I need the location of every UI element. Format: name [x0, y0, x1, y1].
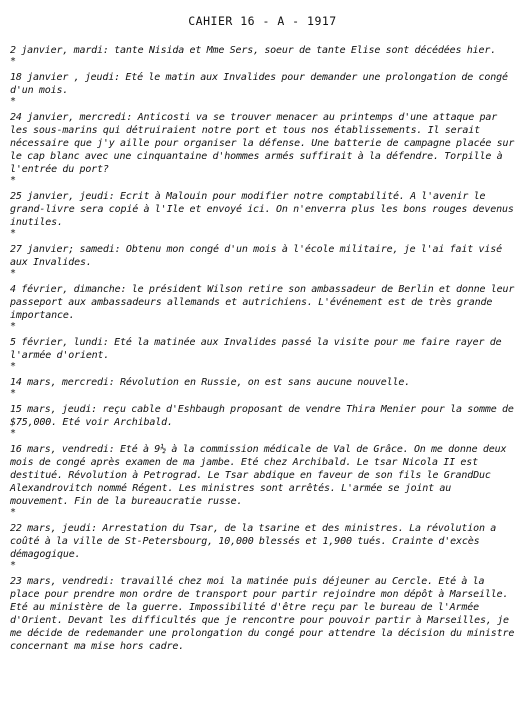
entry-text	[10, 190, 515, 229]
entry-text	[10, 44, 515, 57]
entry-body: Révolution en Russie, on est sans aucune nouvelle.	[114, 377, 411, 388]
entry-body: tante Nisida et Mme Sers, soeur de tante Elise sont décédées hier.	[108, 45, 497, 56]
journal-entry	[10, 575, 515, 653]
entry-text	[10, 522, 515, 561]
entry-date: 5 février, lundi:	[10, 337, 109, 348]
entry-body: Eté la matinée aux Invalides passé la visite pour me faire rayer de l'armée d'orient.	[10, 337, 502, 361]
entry-body: Eté à 9½ à la commission médicale de Val de Grâce. On me donne deux mois de congé après examen de ma jambe. Eté chez Archibald. Le tsar Nicola II est destitué. Révolution à Petrograd. Le Tsar abdique en faveur de son fils le GrandDuc Alexandrovitch nommé Régent. Les ministres sont arrêtés. L'armée se joint au mouvement. Fin de la bureaucratie russe.	[10, 444, 507, 507]
entry-separator: *	[10, 428, 17, 439]
journal-entry	[10, 376, 515, 398]
journal-entry	[10, 111, 515, 185]
entry-separator: *	[10, 268, 17, 279]
entry-text	[10, 575, 515, 653]
entry-text	[10, 111, 515, 176]
entry-date: 24 janvier, mercredi:	[10, 112, 133, 123]
entry-text	[10, 243, 515, 269]
entry-text	[10, 336, 515, 362]
entry-separator: *	[10, 228, 17, 239]
entry-separator: *	[10, 321, 17, 332]
entry-date: 4 février, dimanche:	[10, 284, 127, 295]
entry-body: le président Wilson retire son ambassadeur de Berlin et donne leur passeport aux ambassadeurs allemands et autrichiens. L'événement est de très grande importance.	[10, 284, 515, 321]
entry-text	[10, 71, 515, 97]
entry-text	[10, 403, 515, 429]
entry-separator: *	[10, 507, 17, 518]
entry-text	[10, 376, 515, 389]
entry-body: travaillé chez moi la matinée puis déjeuner au Cercle. Eté à la place pour prendre mon ordre de transport pour partir rejoindre mon dépôt à Marseille. Eté au ministère de la guerre. Impossibilité d'être reçu par le bureau de l'Armée d'Orient. Devant les difficultés que je rencontre pour pouvoir partir à Marseilles, je me décide de redemander une prolongation du congé pour attendre la décision du ministre concernant ma mise hors cadre.	[10, 576, 515, 652]
entry-separator: *	[10, 388, 17, 399]
entry-separator: *	[10, 560, 17, 571]
entry-separator: *	[10, 175, 17, 186]
entry-body: reçu cable d'Eshbaugh proposant de vendre Thira Menier pour la somme de $75,000. Eté voir Archibald.	[10, 404, 514, 428]
entry-separator: *	[10, 361, 17, 372]
journal-entry	[10, 243, 515, 278]
entry-date: 25 janvier, jeudi:	[10, 191, 115, 202]
entry-text	[10, 283, 515, 322]
entry-text	[10, 443, 515, 508]
entry-date: 22 mars, jeudi:	[10, 523, 98, 534]
journal-entry	[10, 283, 515, 331]
entry-date: 23 mars, vendredi:	[10, 576, 115, 587]
entry-date: 18 janvier , jeudi:	[10, 72, 121, 83]
entry-date: 27 janvier; samedi:	[10, 244, 121, 255]
entry-date: 15 mars, jeudi:	[10, 404, 98, 415]
journal-entry	[10, 71, 515, 106]
journal-entry	[10, 443, 515, 517]
journal-entry	[10, 403, 515, 438]
entry-date: 2 janvier, mardi:	[10, 45, 109, 56]
entry-body: Eté le matin aux Invalides pour demander une prolongation de congé d'un mois.	[10, 72, 508, 96]
entry-date: 16 mars, vendredi:	[10, 444, 115, 455]
entry-separator: *	[10, 96, 17, 107]
journal-entry	[10, 336, 515, 371]
journal-entry	[10, 190, 515, 238]
page-title: CAHIER 16 - A - 1917	[188, 14, 337, 28]
entry-body: Ecrit à Malouin pour modifier notre comptabilité. A l'avenir le grand-livre sera copié à l'Ile et envoyé ici. On n'enverra plus les bons rouges devenus inutiles.	[10, 191, 514, 228]
journal-entry	[10, 522, 515, 570]
journal-entry	[10, 44, 515, 66]
entry-separator: *	[10, 56, 17, 67]
entry-date: 14 mars, mercredi:	[10, 377, 115, 388]
entry-body: Anticosti va se trouver menacer au printemps d'une attaque par les sous-marins qui détruiraient notre port et tous nos établissements. Il serait nécessaire que j'y aille pour organiser la défense. Une batterie de campagne placée sur le cap blanc avec une cinquantaine d'hommes armés suffirait à la défendre. Torpille à l'entrée du port?	[10, 112, 515, 175]
entry-body: Arrestation du Tsar, de la tsarine et des ministres. La révolution a coûté à la ville de St-Petersbourg, 10,000 blessés et 1,900 tués. Crainte d'excès démagogique.	[10, 523, 497, 560]
entry-body: Obtenu mon congé d'un mois à l'école militaire, je l'ai fait visé aux Invalides.	[10, 244, 503, 268]
